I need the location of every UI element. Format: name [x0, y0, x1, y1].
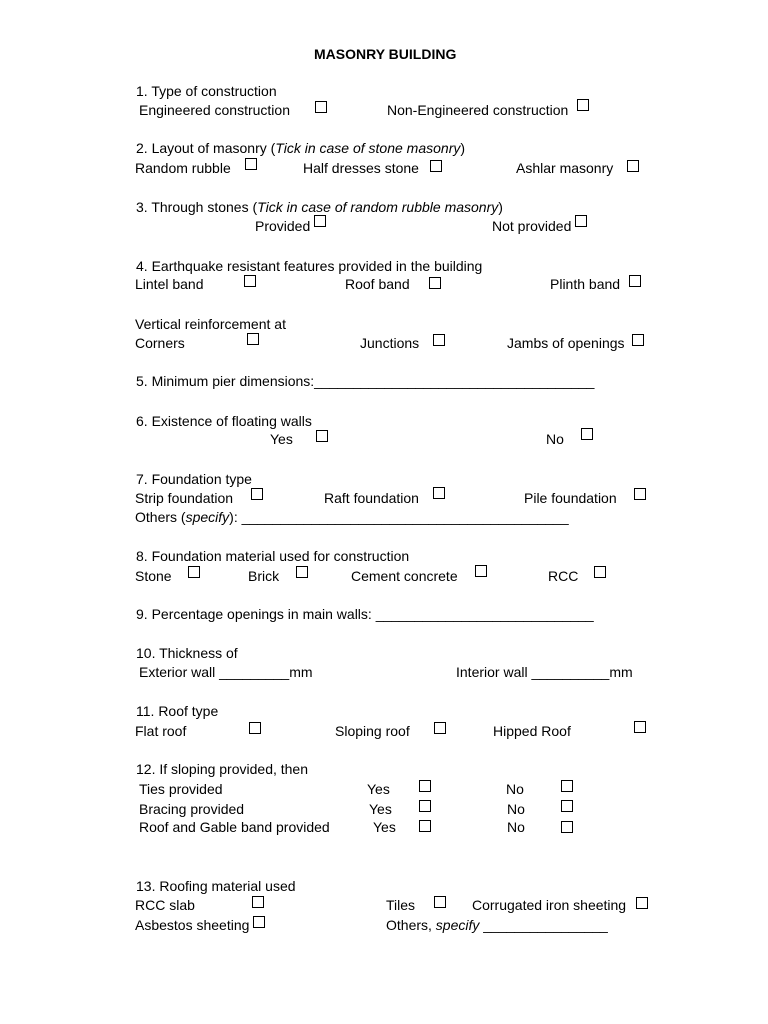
q7-opt2-checkbox[interactable] — [433, 487, 445, 499]
q1-opt2-checkbox[interactable] — [577, 99, 589, 111]
q13-opt1-checkbox[interactable] — [252, 896, 264, 908]
q4-sub-opt3-label: Jambs of openings — [507, 335, 625, 351]
q2-heading: 2. Layout of masonry (Tick in case of stone masonry) — [136, 140, 466, 156]
q2-opt1-label: Random rubble — [135, 160, 231, 176]
q4-sub-opt2-label: Junctions — [360, 335, 420, 351]
q4-opt2-checkbox[interactable] — [429, 277, 441, 289]
q1-opt1-label: Engineered construction — [139, 102, 290, 118]
q12-row2-no-label: No — [507, 801, 525, 817]
q11-opt2-label: Sloping roof — [335, 723, 410, 739]
q3-opt2-checkbox[interactable] — [575, 215, 587, 227]
q4-sub-opt2-checkbox[interactable] — [433, 334, 445, 346]
q12-row3-no-label: No — [507, 819, 525, 835]
q12-row1-no-label: No — [506, 781, 524, 797]
q7-others-blank[interactable]: __________________________________________ — [241, 509, 569, 525]
q4-sub-heading: Vertical reinforcement at — [135, 316, 286, 332]
q2-opt3-checkbox[interactable] — [627, 160, 639, 172]
q6-heading: 6. Existence of floating walls — [136, 413, 312, 429]
q8-opt3-checkbox[interactable] — [475, 565, 487, 577]
q7-opt1-checkbox[interactable] — [251, 488, 263, 500]
q7-opt1-label: Strip foundation — [135, 490, 234, 506]
q3-heading: 3. Through stones (Tick in case of random rubble masonry) — [136, 199, 503, 215]
q10-interior: Interior wall __________mm — [456, 664, 633, 680]
q13-opt2-label: Tiles — [386, 897, 416, 913]
q8-opt4-label: RCC — [548, 568, 579, 584]
q13-opt2-checkbox[interactable] — [434, 896, 446, 908]
q7-opt2-label: Raft foundation — [324, 490, 419, 506]
q5-label: 5. Minimum pier dimensions:____________________________________ — [136, 373, 595, 389]
page-title: MASONRY BUILDING — [314, 46, 457, 62]
q8-heading: 8. Foundation material used for construction — [136, 548, 410, 564]
q12-row3-yes-checkbox[interactable] — [419, 820, 431, 832]
q10-exterior-blank[interactable]: _________ — [219, 664, 290, 680]
q12-row1-yes-checkbox[interactable] — [419, 780, 431, 792]
q12-row2-yes-label: Yes — [369, 801, 392, 817]
q13-others-blank[interactable]: ________________ — [479, 917, 608, 933]
q7-others: Others (specify): __________________________________________ — [135, 509, 569, 525]
q4-opt1-label: Lintel band — [135, 276, 204, 292]
q3-opt2-label: Not provided — [492, 218, 572, 234]
q13-opt4-checkbox[interactable] — [253, 916, 265, 928]
q12-row3-no-checkbox[interactable] — [561, 821, 573, 833]
q5-blank[interactable]: ____________________________________ — [314, 373, 595, 389]
q2-opt3-label: Ashlar masonry — [516, 160, 614, 176]
q13-opt4-label: Asbestos sheeting — [135, 917, 250, 933]
q1-opt1-checkbox[interactable] — [315, 101, 327, 113]
q7-heading: 7. Foundation type — [136, 471, 252, 487]
q12-row1-yes-label: Yes — [367, 781, 390, 797]
q4-heading: 4. Earthquake resistant features provided in the building — [136, 258, 483, 274]
q11-opt3-checkbox[interactable] — [634, 721, 646, 733]
q11-opt1-checkbox[interactable] — [249, 722, 261, 734]
q4-opt2-label: Roof band — [345, 276, 410, 292]
q6-opt1-label: Yes — [270, 431, 293, 447]
q4-sub-opt3-checkbox[interactable] — [632, 334, 644, 346]
q12-row2-label: Bracing provided — [139, 801, 245, 817]
q11-opt3-label: Hipped Roof — [493, 723, 571, 739]
q10-exterior: Exterior wall _________mm — [139, 664, 313, 680]
q8-opt2-checkbox[interactable] — [296, 566, 308, 578]
q2-opt2-checkbox[interactable] — [430, 160, 442, 172]
q7-opt3-checkbox[interactable] — [634, 488, 646, 500]
q4-opt3-label: Plinth band — [550, 276, 621, 292]
q11-heading: 11. Roof type — [136, 703, 219, 719]
q12-row3-label: Roof and Gable band provided — [139, 819, 330, 835]
q11-opt1-label: Flat roof — [135, 723, 187, 739]
q9-blank[interactable]: ____________________________ — [375, 606, 594, 622]
q12-row3-yes-label: Yes — [373, 819, 396, 835]
q1-heading: 1. Type of construction — [136, 83, 277, 99]
q2-opt2-label: Half dresses stone — [303, 160, 419, 176]
q4-opt1-checkbox[interactable] — [244, 275, 256, 287]
q6-opt1-checkbox[interactable] — [316, 430, 328, 442]
q12-row2-no-checkbox[interactable] — [561, 800, 573, 812]
q13-opt1-label: RCC slab — [135, 897, 195, 913]
q3-opt1-label: Provided — [255, 218, 311, 234]
q1-opt2-label: Non-Engineered construction — [387, 102, 569, 118]
q13-opt3-checkbox[interactable] — [636, 897, 648, 909]
q12-row1-label: Ties provided — [139, 781, 223, 797]
q2-opt1-checkbox[interactable] — [245, 158, 257, 170]
q9-label: 9. Percentage openings in main walls: ____________________________ — [136, 606, 594, 622]
q12-row1-no-checkbox[interactable] — [561, 780, 573, 792]
q3-opt1-checkbox[interactable] — [314, 215, 326, 227]
q8-opt1-label: Stone — [135, 568, 172, 584]
q8-opt4-checkbox[interactable] — [594, 566, 606, 578]
q12-row2-yes-checkbox[interactable] — [419, 800, 431, 812]
q8-opt2-label: Brick — [248, 568, 280, 584]
q8-opt3-label: Cement concrete — [351, 568, 458, 584]
q4-opt3-checkbox[interactable] — [629, 275, 641, 287]
q6-opt2-label: No — [546, 431, 564, 447]
q13-opt3-label: Corrugated iron sheeting — [472, 897, 627, 913]
q13-heading: 13. Roofing material used — [136, 878, 296, 894]
q11-opt2-checkbox[interactable] — [434, 722, 446, 734]
q4-sub-opt1-label: Corners — [135, 335, 185, 351]
q8-opt1-checkbox[interactable] — [188, 566, 200, 578]
q6-opt2-checkbox[interactable] — [581, 428, 593, 440]
q10-heading: 10. Thickness of — [136, 645, 238, 661]
q13-others: Others, specify ________________ — [386, 917, 608, 933]
q12-heading: 12. If sloping provided, then — [136, 761, 309, 777]
q7-opt3-label: Pile foundation — [524, 490, 617, 506]
q10-interior-blank[interactable]: __________ — [531, 664, 610, 680]
q4-sub-opt1-checkbox[interactable] — [247, 333, 259, 345]
